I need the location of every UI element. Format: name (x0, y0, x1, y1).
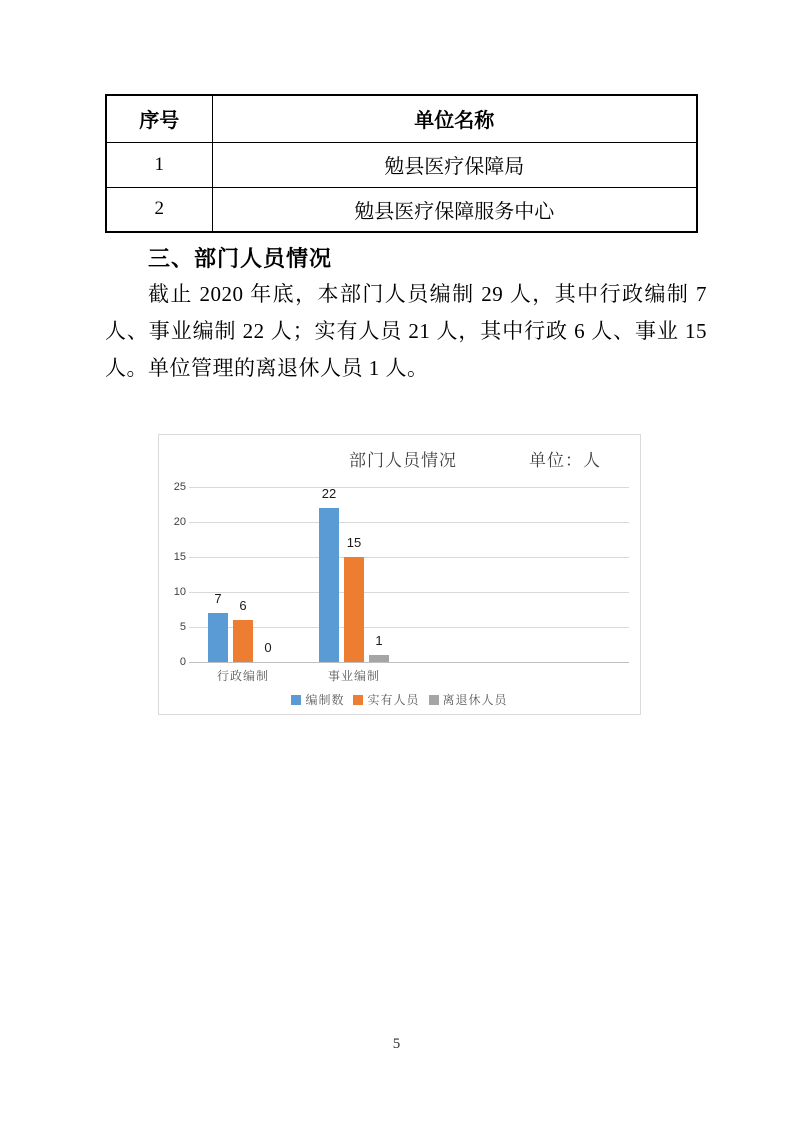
chart-title: 部门人员情况 (349, 451, 457, 470)
row-index: 2 (106, 187, 212, 232)
legend-swatch-icon (291, 695, 301, 705)
section-heading: 三、部门人员情况 (148, 246, 333, 271)
unit-name: 勉县医疗保障局 (212, 142, 697, 187)
bar-value-label: 0 (264, 640, 272, 655)
legend-label: 离退休人员 (442, 693, 508, 707)
legend-swatch-icon (429, 695, 439, 705)
gridline (189, 522, 629, 523)
table-row (106, 187, 697, 232)
legend-item (429, 691, 508, 708)
bar-实有人员-事业编制 (344, 557, 364, 662)
column-header-index: 序号 (106, 95, 212, 142)
legend-label: 实有人员 (367, 693, 420, 707)
y-tick-label: 0 (179, 656, 186, 668)
bar-value-label: 6 (239, 598, 247, 613)
bar-value-label: 1 (375, 633, 383, 648)
bar-实有人员-行政编制 (233, 620, 253, 662)
body-paragraph: 截止 2020 年底，本部门人员编制 29 人，其中行政编制 7 人、事业编制 22 人；实有人员 21 人，其中行政 6 人、事业 15 人。单位管理的离退休人员 1 人。 (105, 282, 707, 380)
chart-plot-area (159, 435, 640, 714)
x-axis-line (189, 662, 629, 663)
bar-value-label: 22 (321, 486, 337, 501)
y-tick-label: 20 (173, 516, 186, 528)
category-label: 行政编制 (216, 669, 269, 683)
gridline (189, 487, 629, 488)
table-header-row (106, 95, 697, 142)
gridline (189, 557, 629, 558)
unit-name: 勉县医疗保障服务中心 (212, 187, 697, 232)
y-tick-label: 5 (179, 621, 186, 633)
y-tick-label: 15 (173, 551, 186, 563)
y-tick-label: 25 (173, 481, 186, 493)
unit-table (105, 94, 698, 233)
legend-label: 编制数 (305, 693, 345, 707)
page-number: 5 (392, 1036, 401, 1052)
bar-value-label: 15 (346, 535, 362, 550)
category-label: 事业编制 (327, 669, 380, 683)
legend-item (291, 691, 344, 708)
bar-编制数-事业编制 (319, 508, 339, 662)
table-row (106, 142, 697, 187)
chart-legend (159, 691, 640, 708)
y-tick-label: 10 (173, 586, 186, 598)
personnel-bar-chart (158, 434, 641, 715)
bar-离退休人员-事业编制 (369, 655, 389, 662)
legend-swatch-icon (353, 695, 363, 705)
gridline (189, 592, 629, 593)
gridline (189, 627, 629, 628)
chart-unit-label: 单位：人 (529, 451, 601, 470)
legend-item (353, 691, 419, 708)
row-index: 1 (106, 142, 212, 187)
bar-编制数-行政编制 (208, 613, 228, 662)
column-header-unit-name: 单位名称 (212, 95, 697, 142)
bar-value-label: 7 (214, 591, 222, 606)
